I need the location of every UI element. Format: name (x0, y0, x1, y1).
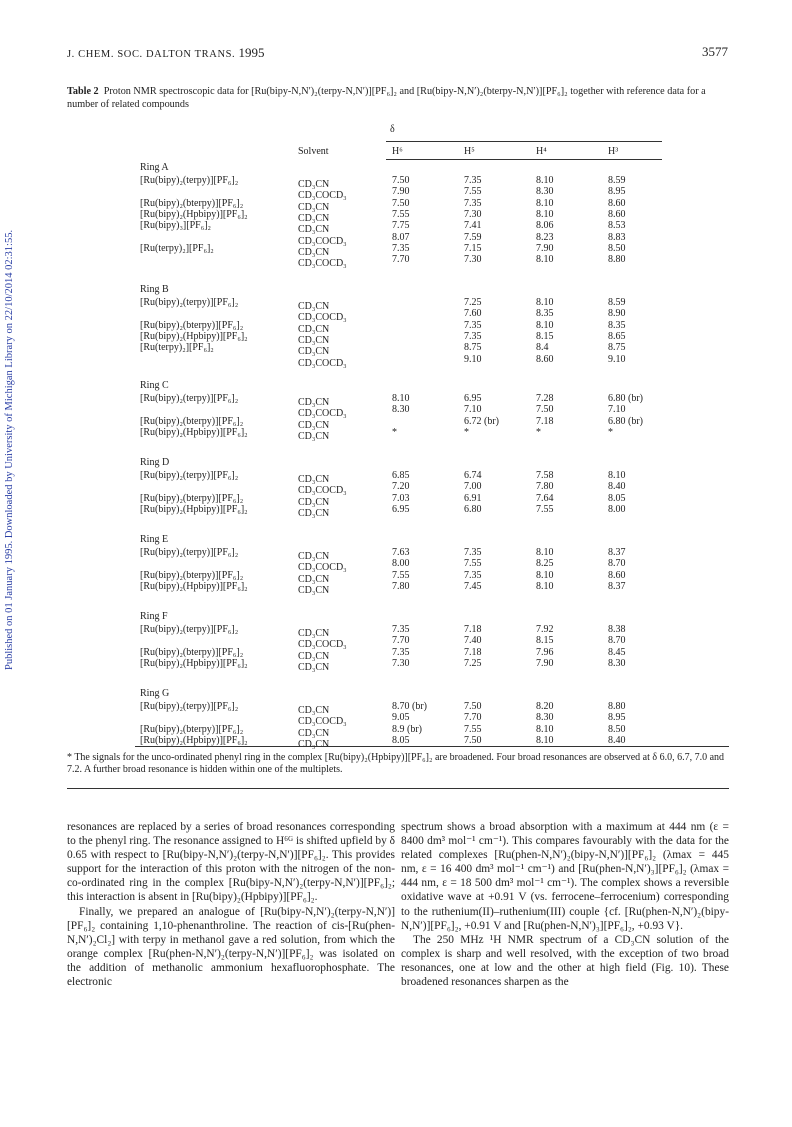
body-paragraph: The 250 MHz ¹H NMR spectrum of a CD₃CN solution of the complex is sharp and well resolved, with the exception of two broad resonances, one at low and the other at high field (Fig. 10). These broadened resonances sharpen as the (401, 933, 729, 989)
shift-value-cell: 8.95 (608, 712, 626, 724)
shift-value-cell: 8.60 (608, 197, 626, 209)
body-paragraph: resonances are replaced by a series of broad resonances corresponding to the phenyl ring. The resonance assigned to H⁶ᴳ is shifted upfield by δ 0.65 with respect to [Ru(bipy-N,N′)₂(terpy-N,N′)][PF₆]₂. This provides support for the interaction of this proton with the nitrogen of the non-co-ordinated ring in the complex [Ru(bipy-N,N′)₂(terpy-N,N′)][PF₆]₂; this interaction is absent in [Ru(bipy)₂(Hpbipy)][PF₆]₂. (67, 821, 395, 904)
table-footnote: * The signals for the unco-ordinated phenyl ring in the complex [Ru(bipy)₂(Hpbipy)][PF₆]₂ are broadened. Four broad resonances are observed at δ 6.0, 6.7, 7.0 and 7.2. A further broad resonance is hidden within one of the multiplets. (67, 752, 725, 775)
solvent-cell: CD₃CN (298, 212, 330, 224)
shift-value-cell: 6.72 (br) (464, 415, 499, 427)
compound-name: [Ru(bipy)₂(Hpbipy)][PF₆]₂ (140, 208, 248, 220)
shift-value-cell: 8.59 (608, 175, 626, 186)
table-label: Table 2 (67, 86, 99, 97)
shift-value-cell: 6.74 (464, 470, 482, 481)
shift-value-cell: 9.10 (464, 353, 482, 365)
compound-name: [Ru(bipy)₂(terpy)][PF₆]₂ (140, 297, 239, 308)
shift-value-cell: 7.30 (392, 657, 410, 669)
shift-value-cell: 8.60 (536, 353, 554, 365)
solvent-cell: CD₃COCD₃ (298, 408, 347, 420)
shift-value-cell: 7.70 (392, 635, 410, 647)
shift-value-cell: 8.30 (392, 404, 410, 416)
shift-value-cell: 8.75 (464, 342, 482, 354)
compound-name: [Ru(bipy)₂(terpy)][PF₆]₂ (140, 470, 239, 481)
solvent-cell: CD₃CN (298, 507, 330, 519)
shift-value-cell: 8.9 (br) (392, 723, 422, 735)
solvent-column-header: Solvent (298, 146, 329, 157)
proton-column-header: H⁶ (392, 146, 403, 157)
compound-name: [Ru(terpy)₂][PF₆]₂ (140, 342, 214, 354)
compound-name: [Ru(bipy)₂(terpy)][PF₆]₂ (140, 393, 239, 404)
shift-value-cell: 8.45 (608, 646, 626, 658)
shift-value-cell: 7.50 (536, 404, 554, 416)
compound-name: [Ru(bipy)₂(Hpbipy)][PF₆]₂ (140, 734, 248, 746)
solvent-cell: CD₃COCD₃ (298, 190, 347, 202)
shift-value-cell: 9.10 (608, 353, 626, 365)
shift-value-cell: 8.15 (536, 635, 554, 647)
ring-section-title: Ring C (140, 380, 169, 391)
solvent-cell: CD₃CN (298, 301, 330, 312)
shift-value-cell: 8.90 (608, 308, 626, 320)
shift-value-cell: 7.10 (464, 404, 482, 416)
shift-value-cell: 7.40 (464, 635, 482, 647)
shift-value-cell: 7.35 (392, 646, 410, 658)
body-paragraph: spectrum shows a broad absorption with a maximum at 444 nm (ε = 8400 dm³ mol⁻¹ cm⁻¹). This compares favourably with the data for the related complexes [Ru(phen-N,N′)₂(bipy-N,N′)][PF₆]₂ (λmax = 445 nm, ε = 16 400 dm³ mol⁻¹ cm⁻¹) and [Ru(phen-N,N′)₃][PF₆]₂ (λmax = 444 nm, ε = 18 500 dm³ mol⁻¹ cm⁻¹). The complex shows a reversible oxidative wave at +0.91 V (vs. ferrocene–ferrocenium) corresponding to the ruthenium(II)–ruthenium(III) couple {cf. [Ru(phen-N,N′)₂(bipy-N,N′)][PF₆]₂, +0.91 V and [Ru(phen-N,N′)₃][PF₆]₂, +0.93 V}. (401, 821, 729, 932)
shift-value-cell: 8.38 (608, 624, 626, 635)
solvent-cell: CD₃CN (298, 661, 330, 673)
shift-value-cell: 6.80 (br) (608, 415, 643, 427)
delta-header: δ (390, 124, 395, 135)
shift-value-cell: 8.05 (392, 734, 410, 746)
shift-value-cell: 7.03 (392, 492, 410, 504)
shift-value-cell: 6.80 (br) (608, 393, 643, 404)
delta-header-rule (386, 141, 662, 142)
running-header-journal (67, 45, 265, 61)
shift-value-cell: 8.80 (608, 701, 626, 712)
shift-value-cell: 8.10 (536, 569, 554, 581)
solvent-cell: CD₃CN (298, 738, 330, 750)
compound-name: [Ru(bipy)₂(bterpy)][PF₆]₂ (140, 319, 244, 331)
shift-value-cell: 8.10 (536, 297, 554, 308)
solvent-cell: CD₃CN (298, 246, 330, 258)
proton-column-header: H³ (608, 146, 619, 157)
solvent-cell: CD₃CN (298, 705, 330, 716)
compound-name: [Ru(bipy)₂(bterpy)][PF₆]₂ (140, 723, 244, 735)
shift-value-cell: 8.00 (608, 503, 626, 515)
shift-value-cell: 8.10 (536, 175, 554, 186)
ring-section-title: Ring B (140, 284, 169, 295)
shift-value-cell: 7.35 (392, 624, 410, 635)
shift-value-cell: 7.64 (536, 492, 554, 504)
shift-value-cell: 6.85 (392, 470, 410, 481)
solvent-cell: CD₃COCD₃ (298, 639, 347, 651)
table-caption-text: Proton NMR spectroscopic data for [Ru(bipy-N,N′)₂(terpy-N,N′)][PF₆]₂ and [Ru(bipy-N,N′)₂(bterpy-N,N′)][PF₆]₂ together with reference data for a number of related compounds (67, 86, 706, 110)
shift-value-cell: 7.50 (392, 197, 410, 209)
compound-name: [Ru(bipy)₂(bterpy)][PF₆]₂ (140, 492, 244, 504)
shift-value-cell: 8.83 (608, 231, 626, 243)
shift-value-cell: 8.10 (536, 580, 554, 592)
shift-value-cell: 8.53 (608, 220, 626, 232)
shift-value-cell: 7.18 (536, 415, 554, 427)
solvent-cell: CD₃CN (298, 346, 330, 358)
shift-value-cell: 8.50 (608, 723, 626, 735)
shift-value-cell: 7.50 (464, 734, 482, 746)
compound-name: [Ru(bipy)₂(bterpy)][PF₆]₂ (140, 569, 244, 581)
solvent-cell: CD₃CN (298, 397, 330, 408)
solvent-cell: CD₃CN (298, 551, 330, 562)
compound-name: [Ru(bipy)₂(terpy)][PF₆]₂ (140, 701, 239, 712)
shift-value-cell: 6.95 (392, 503, 410, 515)
shift-value-cell: 8.70 (608, 558, 626, 570)
shift-value-cell: 9.05 (392, 712, 410, 724)
solvent-cell: CD₃CN (298, 179, 330, 190)
shift-value-cell: 8.60 (608, 569, 626, 581)
shift-value-cell: 8.4 (536, 342, 549, 354)
shift-value-cell: 7.30 (464, 208, 482, 220)
ring-section-title: Ring F (140, 611, 168, 622)
shift-value-cell: 7.41 (464, 220, 482, 232)
shift-value-cell: 7.70 (464, 712, 482, 724)
shift-value-cell: 7.75 (392, 220, 410, 232)
solvent-cell: CD₃CN (298, 650, 330, 662)
ring-section-title: Ring E (140, 534, 169, 545)
compound-name: [Ru(terpy)₂][PF₆]₂ (140, 242, 214, 254)
shift-value-cell: 8.35 (608, 319, 626, 331)
shift-value-cell: 8.20 (536, 701, 554, 712)
shift-value-cell: 8.10 (536, 208, 554, 220)
compound-name: [Ru(bipy)₂(bterpy)][PF₆]₂ (140, 197, 244, 209)
compound-name: [Ru(bipy)₂(Hpbipy)][PF₆]₂ (140, 426, 248, 438)
solvent-cell: CD₃CN (298, 573, 330, 585)
journal-name: J. CHEM. SOC. DALTON TRANS. (67, 49, 236, 60)
shift-value-cell: 7.90 (536, 242, 554, 254)
shift-value-cell: 6.91 (464, 492, 482, 504)
shift-value-cell: 7.80 (392, 580, 410, 592)
compound-name: [Ru(bipy)₂(Hpbipy)][PF₆]₂ (140, 330, 248, 342)
shift-value-cell: 8.05 (608, 492, 626, 504)
solvent-cell: CD₃CN (298, 201, 330, 213)
solvent-cell: CD₃CN (298, 474, 330, 485)
compound-name: [Ru(bipy)₂(Hpbipy)][PF₆]₂ (140, 657, 248, 669)
shift-value-cell: 7.55 (464, 558, 482, 570)
compound-name: [Ru(bipy)₂(terpy)][PF₆]₂ (140, 547, 239, 558)
shift-value-cell: 7.55 (392, 208, 410, 220)
column-header-rule (386, 159, 662, 160)
shift-value-cell: 6.95 (464, 393, 482, 404)
compound-name: [Ru(bipy)₂(terpy)][PF₆]₂ (140, 175, 239, 186)
solvent-cell: CD₃CN (298, 334, 330, 346)
shift-value-cell: 7.25 (464, 297, 482, 308)
shift-value-cell: 7.30 (464, 254, 482, 266)
solvent-cell: CD₃COCD₃ (298, 716, 347, 728)
download-watermark (2, 200, 18, 670)
shift-value-cell: 8.70 (608, 635, 626, 647)
shift-value-cell: 8.10 (536, 197, 554, 209)
shift-value-cell: 8.10 (536, 319, 554, 331)
shift-value-cell: 8.75 (608, 342, 626, 354)
shift-value-cell: 8.65 (608, 330, 626, 342)
shift-value-cell: 8.59 (608, 297, 626, 308)
shift-value-cell: 8.80 (608, 254, 626, 266)
shift-value-cell: 8.30 (536, 712, 554, 724)
shift-value-cell: 7.70 (392, 254, 410, 266)
shift-value-cell: 7.55 (536, 503, 554, 515)
solvent-cell: CD₃COCD₃ (298, 235, 347, 247)
shift-value-cell: 7.35 (464, 569, 482, 581)
shift-value-cell: * (536, 426, 541, 438)
shift-value-cell: 7.80 (536, 481, 554, 493)
shift-value-cell: 7.10 (608, 404, 626, 416)
shift-value-cell: 7.35 (464, 330, 482, 342)
shift-value-cell: 8.07 (392, 231, 410, 243)
shift-value-cell: 8.30 (536, 186, 554, 198)
shift-value-cell: 7.25 (464, 657, 482, 669)
shift-value-cell: 8.10 (392, 393, 410, 404)
shift-value-cell: 8.25 (536, 558, 554, 570)
table-bottom-rule (67, 788, 729, 789)
solvent-cell: CD₃CN (298, 224, 330, 236)
compound-name: [Ru(bipy)₂(Hpbipy)][PF₆]₂ (140, 503, 248, 515)
compound-name: [Ru(bipy)₂(bterpy)][PF₆]₂ (140, 646, 244, 658)
shift-value-cell: 7.28 (536, 393, 554, 404)
solvent-cell: CD₃CN (298, 419, 330, 431)
shift-value-cell: 7.90 (392, 186, 410, 198)
compound-name: [Ru(bipy)₂(Hpbipy)][PF₆]₂ (140, 580, 248, 592)
shift-value-cell: 7.55 (464, 186, 482, 198)
solvent-cell: CD₃COCD₃ (298, 562, 347, 574)
shift-value-cell: 8.00 (392, 558, 410, 570)
shift-value-cell: 8.15 (536, 330, 554, 342)
ring-section-title: Ring G (140, 688, 170, 699)
shift-value-cell: 7.18 (464, 624, 482, 635)
solvent-cell: CD₃CN (298, 496, 330, 508)
shift-value-cell: 7.90 (536, 657, 554, 669)
page-number: 3577 (702, 44, 728, 59)
shift-value-cell: 8.40 (608, 481, 626, 493)
shift-value-cell: 7.96 (536, 646, 554, 658)
shift-value-cell: 8.10 (608, 470, 626, 481)
proton-column-header: H⁵ (464, 146, 475, 157)
shift-value-cell: 7.35 (464, 319, 482, 331)
shift-value-cell: 8.95 (608, 186, 626, 198)
shift-value-cell: 7.18 (464, 646, 482, 658)
journal-year: 1995 (238, 45, 265, 60)
solvent-cell: CD₃COCD₃ (298, 312, 347, 324)
solvent-cell: CD₃COCD₃ (298, 258, 347, 270)
shift-value-cell: 8.37 (608, 580, 626, 592)
shift-value-cell: 8.10 (536, 547, 554, 558)
shift-value-cell: 7.35 (464, 197, 482, 209)
shift-value-cell: 8.60 (608, 208, 626, 220)
shift-value-cell: 7.20 (392, 481, 410, 493)
shift-value-cell: 7.35 (392, 242, 410, 254)
shift-value-cell: 8.30 (608, 657, 626, 669)
shift-value-cell: * (608, 426, 613, 438)
solvent-cell: CD₃CN (298, 584, 330, 596)
body-paragraph: Finally, we prepared an analogue of [Ru(bipy-N,N′)₂(terpy-N,N′)][PF₆]₂ containing 1,10-phenanthroline. The reaction of cis-[Ru(phen-N,N′)₂Cl₂] with terpy in methanol gave a red solution, from which the orange complex [Ru(phen-N,N′)₂(terpy-N,N′)][PF₆]₂ was isolated on the addition of methanolic ammonium hexafluorophosphate. The electronic (67, 905, 395, 989)
shift-value-cell: 8.37 (608, 547, 626, 558)
shift-value-cell: 7.00 (464, 481, 482, 493)
shift-value-cell: * (464, 426, 469, 438)
table-caption (67, 86, 727, 111)
shift-value-cell: 8.70 (br) (392, 701, 427, 712)
body-column-left (67, 820, 395, 989)
ring-section-title: Ring A (140, 162, 169, 173)
shift-value-cell: 7.45 (464, 580, 482, 592)
compound-name: [Ru(bipy)₂(terpy)][PF₆]₂ (140, 624, 239, 635)
shift-value-cell: 7.35 (464, 547, 482, 558)
shift-value-cell: 8.06 (536, 220, 554, 232)
proton-column-header: H⁴ (536, 146, 547, 157)
shift-value-cell: * (392, 426, 397, 438)
shift-value-cell: 7.59 (464, 231, 482, 243)
shift-value-cell: 7.58 (536, 470, 554, 481)
solvent-cell: CD₃COCD₃ (298, 485, 347, 497)
shift-value-cell: 8.23 (536, 231, 554, 243)
shift-value-cell: 8.10 (536, 254, 554, 266)
ring-section-title: Ring D (140, 457, 170, 468)
solvent-cell: CD₃CN (298, 430, 330, 442)
body-column-right (401, 820, 729, 989)
solvent-cell: CD₃CN (298, 628, 330, 639)
solvent-cell: CD₃CN (298, 323, 330, 335)
compound-name: [Ru(bipy)₂(bterpy)][PF₆]₂ (140, 415, 244, 427)
shift-value-cell: 8.10 (536, 723, 554, 735)
shift-value-cell: 8.35 (536, 308, 554, 320)
shift-value-cell: 7.55 (464, 723, 482, 735)
shift-value-cell: 8.10 (536, 734, 554, 746)
shift-value-cell: 7.50 (392, 175, 410, 186)
shift-value-cell: 8.50 (608, 242, 626, 254)
shift-value-cell: 7.15 (464, 242, 482, 254)
shift-value-cell: 7.60 (464, 308, 482, 320)
solvent-cell: CD₃COCD₃ (298, 357, 347, 369)
solvent-cell: CD₃CN (298, 727, 330, 739)
table-end-rule (135, 746, 729, 747)
shift-value-cell: 7.55 (392, 569, 410, 581)
shift-value-cell: 6.80 (464, 503, 482, 515)
shift-value-cell: 8.40 (608, 734, 626, 746)
shift-value-cell: 7.92 (536, 624, 554, 635)
compound-name: [Ru(bipy)₃][PF₆]₂ (140, 220, 212, 232)
shift-value-cell: 7.50 (464, 701, 482, 712)
shift-value-cell: 7.35 (464, 175, 482, 186)
download-watermark-text: Published on 01 January 1995. Downloaded by University of Michigan Library on 22/10/2014 02:31:55. (4, 229, 15, 670)
shift-value-cell: 7.63 (392, 547, 410, 558)
